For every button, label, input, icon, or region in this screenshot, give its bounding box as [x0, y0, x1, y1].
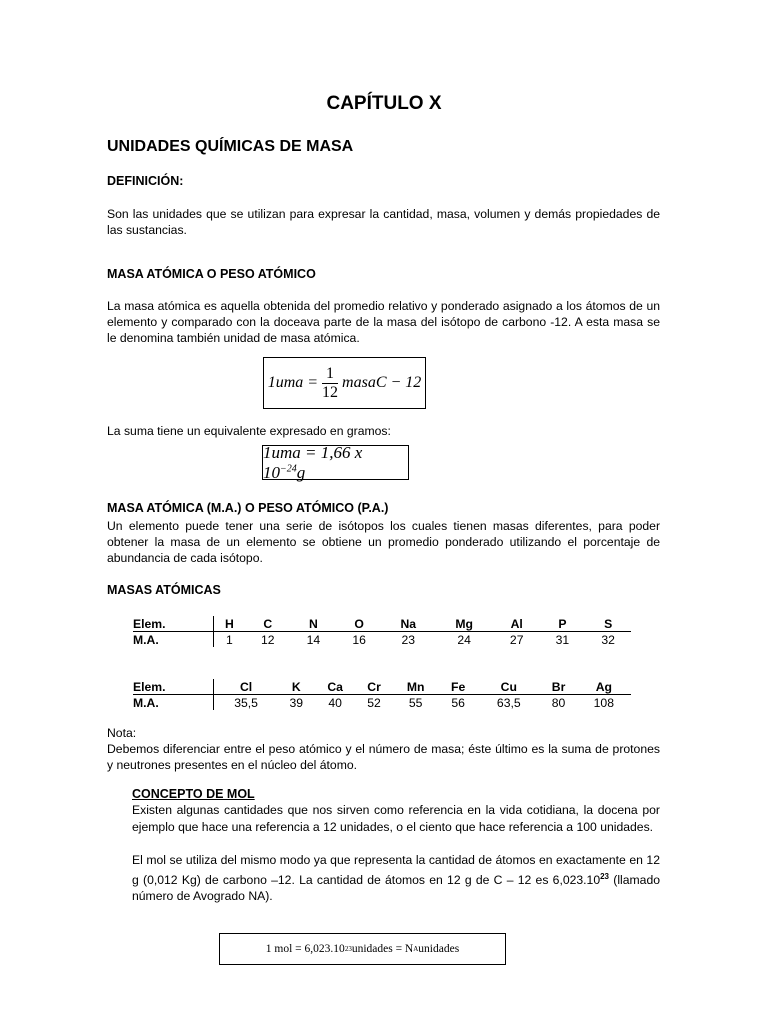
formula-uma-rhs: masaC − 12	[342, 374, 422, 391]
nota-label: Nota:	[107, 726, 137, 740]
formula-mol-box	[219, 933, 506, 965]
mass-cell: 56	[451, 695, 465, 710]
definicion-heading: DEFINICIÓN:	[107, 174, 184, 188]
nota-text: Debemos diferenciar entre el peso atómico y el número de masa; éste último es la suma de protones y neutrones presentes en el núcleo del átomo.	[107, 742, 660, 772]
row-label-elem: Elem.	[133, 679, 213, 695]
ma-pa-heading: MASA ATÓMICA (M.A.) O PESO ATÓMICO (P.A.)	[107, 501, 389, 515]
concepto-mol-heading: CONCEPTO DE MOL	[132, 787, 255, 801]
element-cell: S	[585, 616, 631, 632]
formula-uma-fraction	[322, 365, 338, 402]
element-cell: Mn	[392, 679, 439, 695]
element-cell: P	[540, 616, 586, 632]
table-row	[133, 616, 631, 632]
formula-uma-box	[263, 357, 426, 409]
element-cell: C	[245, 616, 291, 632]
mass-table-1	[133, 616, 631, 647]
mass-cell: 108	[593, 695, 614, 710]
formula-mol-b: unidades = N	[351, 943, 414, 955]
element-cell: K	[278, 679, 314, 695]
table-row	[133, 632, 631, 648]
element-cell: Cr	[356, 679, 392, 695]
mass-cell: 35,5	[234, 695, 258, 710]
mass-cell: 14	[306, 632, 321, 647]
formula-grams-box	[262, 442, 409, 482]
masa-atomica-text: La masa atómica es aquella obtenida del promedio relativo y ponderado asignado a los átomos de un elemento y comparado con la doceava parte de la masa del isótopo de carbono -12. A esta masa se le denomina también unidad de masa atómica.	[107, 299, 660, 345]
ma-pa-text: Un elemento puede tener una serie de isótopos los cuales tienen masas diferentes, para poder obtener la masa de un elemento se obtiene un promedio ponderado utilizando el porcentaje de abundancia de cada isótopo.	[107, 519, 660, 565]
masa-atomica-text2: La suma tiene un equivalente expresado en gramos:	[107, 424, 391, 438]
mass-cell: 1	[226, 632, 233, 647]
mass-cell: 80	[551, 695, 566, 710]
row-label-ma: M.A.	[133, 695, 159, 710]
element-cell: Br	[540, 679, 576, 695]
formula-uma-num: 1	[326, 364, 335, 382]
chapter-title: CAPÍTULO X	[326, 93, 442, 114]
element-cell: Fe	[439, 679, 477, 695]
avogadro-exponent: 23	[600, 871, 610, 881]
element-cell: O	[336, 616, 382, 632]
mass-cell: 39	[289, 695, 304, 710]
formula-uma-lhs: 1uma =	[267, 374, 319, 391]
element-cell: Ag	[577, 679, 631, 695]
concepto-mol-text1: Existen algunas cantidades que nos sirven como referencia en la vida cotidiana, la docena por ejemplo que hace una referencia a 12 unidades, o el ciento que hace referencia a 100 unidades.	[132, 803, 660, 834]
concepto-mol-text2	[132, 852, 660, 905]
mass-table-2	[133, 679, 631, 710]
element-cell: H	[214, 616, 245, 632]
row-label-elem: Elem.	[133, 616, 213, 632]
mass-cell: 63,5	[496, 695, 521, 710]
element-cell: Na	[382, 616, 435, 632]
formula-mol-c: unidades	[418, 943, 460, 955]
mass-cell: 40	[328, 695, 342, 710]
mass-cell: 32	[601, 632, 615, 647]
mass-cell: 12	[260, 632, 275, 647]
mass-cell: 55	[408, 695, 423, 710]
element-cell: Cl	[214, 679, 279, 695]
element-cell: N	[291, 616, 337, 632]
formula-grams-exp: −24	[280, 462, 297, 474]
mass-cell: 52	[367, 695, 381, 710]
element-cell: Cu	[477, 679, 540, 695]
element-cell: Ca	[314, 679, 356, 695]
mass-cell: 27	[509, 632, 524, 647]
mass-cell: 31	[555, 632, 570, 647]
definicion-text: Son las unidades que se utilizan para expresar la cantidad, masa, volumen y demás propiedades de las sustancias.	[107, 207, 660, 237]
mass-cell: 23	[401, 632, 416, 647]
mass-cell: 24	[457, 632, 471, 647]
concepto-mol-text2a: El mol se utiliza del mismo modo ya que representa la cantidad de átomos en exactamente en 12 g (0,012 Kg) de carbono –12. La cantidad de átomos en 12 g de C – 12 es 6,023.10	[132, 853, 660, 887]
formula-grams-lhs: 1uma = 1,66 x 10	[263, 442, 363, 482]
row-label-ma: M.A.	[133, 632, 159, 647]
concepto-mol-text2b: (llamado número de Avogrado NA).	[132, 872, 661, 904]
masa-atomica-heading: MASA ATÓMICA O PESO ATÓMICO	[107, 267, 316, 281]
element-cell: Mg	[435, 616, 494, 632]
table-row	[133, 679, 631, 695]
table-row	[133, 695, 631, 711]
element-cell: Al	[494, 616, 540, 632]
masas-atomicas-heading: MASAS ATÓMICAS	[107, 583, 221, 597]
section-title: UNIDADES QUÍMICAS DE MASA	[107, 138, 354, 155]
formula-grams-unit: g	[296, 462, 306, 482]
formula-uma-den: 12	[322, 383, 339, 401]
formula-mol-sup: 23	[344, 945, 352, 953]
mass-cell: 16	[352, 632, 366, 647]
formula-mol-sub: A	[413, 945, 419, 953]
formula-mol-a: 1 mol = 6,023.10	[265, 943, 345, 955]
